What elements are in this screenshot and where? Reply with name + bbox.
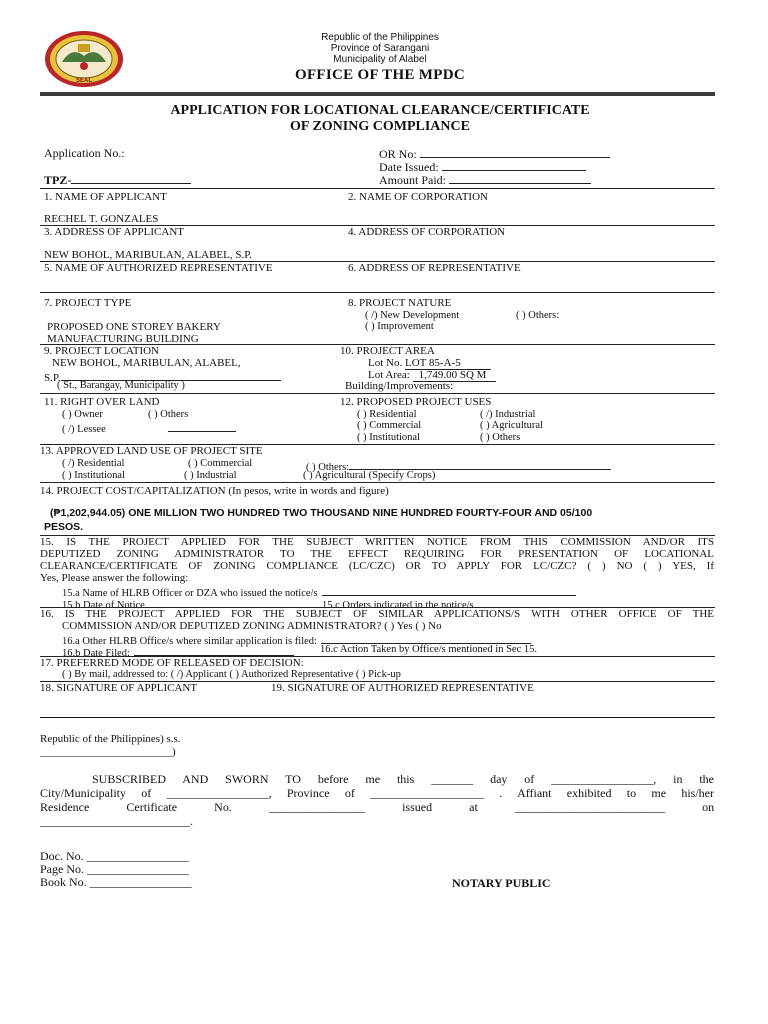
lessee-field[interactable]	[168, 420, 236, 432]
field-7-label: 7. PROJECT TYPE	[44, 297, 132, 309]
municipal-seal	[44, 30, 124, 88]
project-cost-value-2[interactable]: PESOS.	[44, 521, 84, 533]
project-location-value-1[interactable]: NEW BOHOL, MARIBULAN, ALABEL,	[52, 357, 241, 369]
applicant-address-value[interactable]: NEW BOHOL, MARIBULAN, ALABEL, S.P.	[44, 249, 252, 261]
q15-line1: 15. IS THE PROJECT APPLIED FOR THE SUBJECT WRITTEN NOTICE FROM THIS COMMISSION AND/OR ITS	[40, 536, 714, 548]
landuse-institutional-option[interactable]: ( ) Institutional	[62, 470, 125, 481]
header-province: Province of Sarangani	[330, 43, 430, 54]
field-10-label: 10. PROJECT AREA	[340, 345, 435, 357]
field-1-label: 1. NAME OF APPLICANT	[44, 191, 167, 203]
sworn-place-field[interactable]: _________________________	[514, 800, 665, 814]
nature-others[interactable]: ( ) Others:	[516, 310, 560, 321]
header-municipality: Municipality of Alabel	[333, 54, 427, 65]
q15-line4: Yes, Please answer the following:	[40, 572, 189, 584]
field-2-label: 2. NAME OF CORPORATION	[348, 191, 488, 203]
sworn-line2: City/Municipality of _________________, Province of ___________________ . Affiant exhibited to me his/her	[40, 786, 714, 800]
sworn-cert-no-field[interactable]: ________________	[268, 800, 365, 814]
svg-text:SEAL: SEAL	[75, 78, 93, 84]
field-13-label: 13. APPROVED LAND USE OF PROJECT SITE	[40, 445, 263, 457]
project-cost-value-1[interactable]: (₱1,202,944.05) ONE MILLION TWO HUNDRED TWO THOUSAND NINE HUNDRED FOURTY-FOUR AND 05/100	[50, 507, 593, 519]
field-17-label: 17. PREFERRED MODE OF RELEASED OF DECISION:	[40, 657, 304, 669]
lot-area-label: Lot Area:	[368, 369, 410, 381]
use-commercial-option[interactable]: ( ) Commercial	[357, 420, 422, 431]
q15-line2: DEPUTIZED ZONING ADMINISTRATOR TO THE EFFECT REQUIRING FOR PRESENTATION OF LOCATIONAL	[40, 548, 714, 560]
sworn-line1: SUBSCRIBED AND SWORN TO before me this _______ day of _________________, in the	[92, 772, 714, 786]
landuse-industrial-option[interactable]: ( ) Industrial	[184, 470, 237, 481]
sworn-at: at	[469, 800, 478, 814]
divider	[40, 292, 715, 293]
q16a-label: 16.a Other HLRB Office/s where similar application is filed:	[62, 636, 317, 647]
book-no-field[interactable]: Book No. _________________	[40, 875, 192, 889]
nature-improvement[interactable]: ( ) Improvement	[365, 321, 434, 332]
field-19-label: 19. SIGNATURE OF AUTHORIZED REPRESENTATIVE	[271, 682, 534, 694]
use-institutional-option[interactable]: ( ) Institutional	[357, 432, 420, 443]
building-improvements-label: Building/Improvements:	[345, 380, 454, 392]
land-owner-option[interactable]: ( ) Owner	[62, 409, 103, 420]
q16-line1: 16. IS THE PROJECT APPLIED FOR THE SUBJECT OF SIMILAR APPLICATIONS/S WITH OTHER OFFICE OF THE	[40, 608, 714, 620]
date-issued-label: Date Issued:	[379, 160, 439, 174]
amount-paid-label: Amount Paid:	[379, 173, 447, 187]
q16b-label: 16.b Date Filed:	[62, 648, 130, 659]
seal-icon	[44, 30, 124, 88]
date-issued-field[interactable]	[442, 159, 586, 171]
landuse-commercial-option[interactable]: ( ) Commercial	[188, 458, 253, 469]
landuse-others-field[interactable]	[349, 458, 611, 470]
project-type-value-1[interactable]: PROPOSED ONE STOREY BAKERY	[47, 321, 221, 333]
tpz-field[interactable]	[71, 172, 191, 184]
sworn-issued: issued	[402, 800, 433, 814]
q16c-label: 16.c Action Taken by Office/s mentioned in Sec 15.	[320, 644, 537, 655]
release-mode-options[interactable]: ( ) By mail, addressed to: ( /) Applicant ( ) Authorized Representative ( ) Pick-up	[62, 669, 401, 680]
q16b-field[interactable]	[134, 644, 294, 656]
office-title: OFFICE OF THE MPDC	[295, 67, 465, 83]
land-others-option[interactable]: ( ) Others	[148, 409, 189, 420]
use-others-option[interactable]: ( ) Others	[480, 432, 521, 443]
or-no-label: OR No:	[379, 147, 417, 161]
notary-republic-line: ________________________)	[40, 746, 176, 758]
field-12-label: 12. PROPOSED PROJECT USES	[340, 396, 492, 408]
sworn-on: on	[702, 800, 715, 814]
sworn-certificate: Certificate	[126, 800, 178, 814]
divider	[40, 188, 715, 189]
signature-line[interactable]	[40, 717, 715, 718]
field-11-label: 11. RIGHT OVER LAND	[44, 396, 160, 408]
lot-no-label: Lot No.	[368, 357, 403, 369]
field-6-label: 6. ADDRESS OF REPRESENTATIVE	[348, 262, 521, 274]
project-type-value-2[interactable]: MANUFACTURING BUILDING	[47, 333, 199, 345]
doc-no-field[interactable]: Doc. No. _________________	[40, 849, 189, 863]
divider	[40, 393, 715, 394]
or-no-field[interactable]	[420, 146, 610, 158]
form-title-line1: APPLICATION FOR LOCATIONAL CLEARANCE/CERTIFICATE	[170, 103, 590, 118]
sworn-date-field[interactable]: _________________________.	[40, 814, 193, 828]
page-no-field[interactable]: Page No. _________________	[40, 862, 189, 876]
land-lessee-option[interactable]: ( /) Lessee	[62, 424, 106, 435]
q15b-label: 15.b Date of Notice	[62, 600, 145, 611]
lot-no-value[interactable]: LOT 85-A-5	[405, 357, 491, 370]
landuse-others-option[interactable]: ( ) Others:	[306, 462, 350, 473]
q15c-label: 15.c Orders indicated in the notice/s	[322, 600, 474, 611]
notary-republic: Republic of the Philippines) s.s.	[40, 733, 181, 745]
q16a-field[interactable]	[321, 632, 531, 644]
divider	[40, 482, 715, 483]
field-8-label: 8. PROJECT NATURE	[348, 297, 452, 309]
amount-paid-field[interactable]	[449, 172, 591, 184]
use-residential-option[interactable]: ( ) Residential	[357, 409, 417, 420]
project-location-value-2[interactable]: S.P.	[44, 372, 61, 384]
nature-new-development[interactable]: ( /) New Development	[365, 310, 460, 321]
q15a-label: 15.a Name of HLRB Officer or DZA who issued the notice/s	[62, 588, 318, 599]
landuse-agricultural-option[interactable]: ( ) Agricultural (Specify Crops)	[303, 470, 436, 481]
header-divider	[40, 92, 715, 96]
landuse-residential-option[interactable]: ( /) Residential	[62, 458, 125, 469]
form-title-line2: OF ZONING COMPLIANCE	[290, 119, 470, 134]
field-3-label: 3. ADDRESS OF APPLICANT	[44, 226, 184, 238]
header-republic: Republic of the Philippines	[321, 32, 439, 43]
field-14-label: 14. PROJECT COST/CAPITALIZATION (In pesos, write in words and figure)	[40, 485, 389, 497]
field-5-label: 5. NAME OF AUTHORIZED REPRESENTATIVE	[44, 262, 273, 274]
notary-public-label: NOTARY PUBLIC	[452, 876, 551, 890]
location-hint: ( St., Barangay, Municipality )	[57, 380, 185, 391]
q15a-field[interactable]	[322, 584, 576, 596]
applicant-name-value[interactable]: RECHEL T. GONZALES	[44, 213, 159, 225]
use-agricultural-option[interactable]: ( ) Agricultural	[480, 420, 543, 431]
field-4-label: 4. ADDRESS OF CORPORATION	[348, 226, 506, 238]
field-9-label: 9. PROJECT LOCATION	[44, 345, 160, 357]
application-no-label: Application No.:	[44, 146, 125, 160]
field-18-label: 18. SIGNATURE OF APPLICANT	[40, 682, 198, 694]
sworn-no: No.	[214, 800, 232, 814]
tpz-label: TPZ-	[44, 173, 72, 187]
q15-line3: CLEARANCE/CERTIFICATE OF ZONING COMPLIANCE (LC/CZC) OR TO APPLY FOR LC/CZC? ( ) NO ( ) YES, If	[40, 560, 714, 572]
lot-area-value[interactable]: 1,749.00 SQ M	[413, 369, 497, 382]
q16-line2: COMMISSION AND/OR DEPUTIZED ZONING ADMINISTRATOR? ( ) Yes ( ) No	[62, 620, 442, 632]
sworn-residence: Residence	[40, 800, 90, 814]
use-industrial-option[interactable]: ( /) Industrial	[480, 409, 536, 420]
